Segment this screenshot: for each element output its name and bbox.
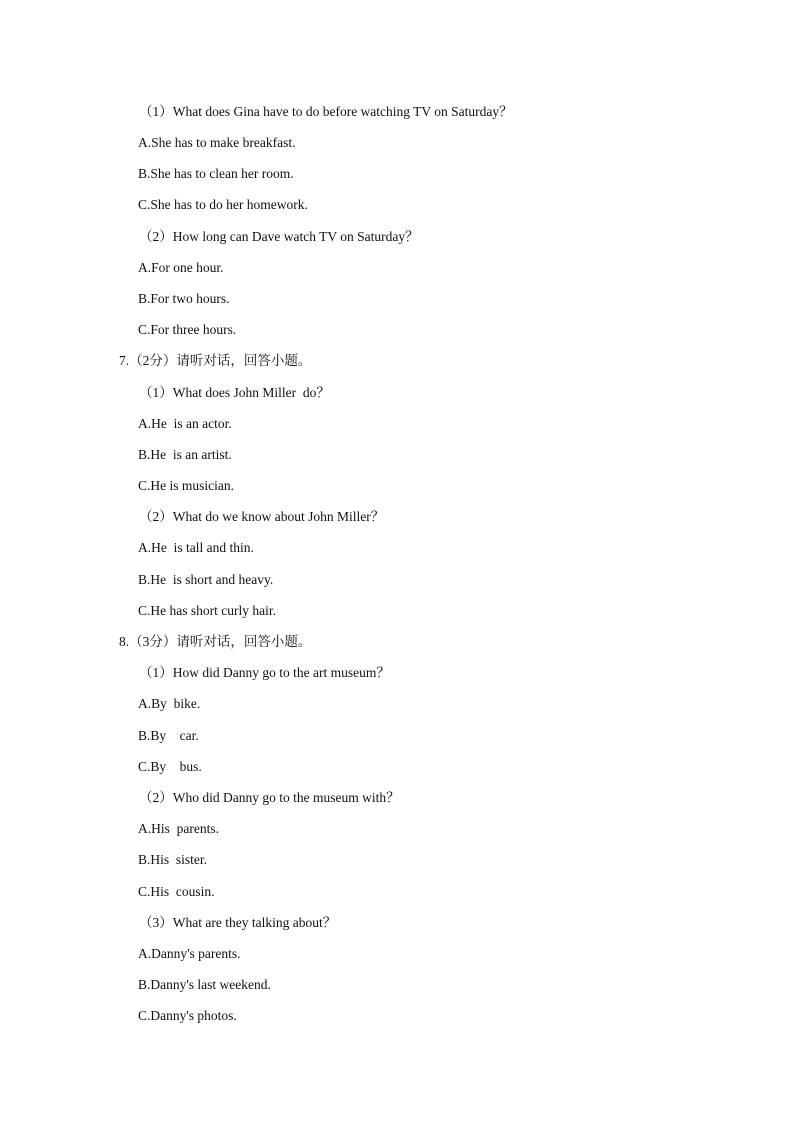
option-6-1-b: B.She has to clean her room. <box>138 166 294 181</box>
option-7-1-c: C.He is musician. <box>138 478 234 493</box>
sub-question-6-2: （2）How long can Dave watch TV on Saturday？ <box>139 229 419 244</box>
option-6-2-c: C.For three hours. <box>138 322 237 337</box>
sub-question-7-1: （1）What does John Miller do？ <box>139 385 330 400</box>
option-6-1-c: C.She has to do her homework. <box>138 197 308 212</box>
option-8-3-b: B.Danny's last weekend. <box>138 977 271 992</box>
option-8-1-b: B.By car. <box>138 728 199 743</box>
option-8-3-c: C.Danny's photos. <box>138 1008 237 1023</box>
option-6-2-b: B.For two hours. <box>138 291 230 306</box>
option-8-2-a: A.His parents. <box>138 821 219 836</box>
option-6-2-a: A.For one hour. <box>138 260 224 275</box>
option-8-2-c: C.His cousin. <box>138 884 215 899</box>
option-8-2-b: B.His sister. <box>138 852 208 867</box>
sub-question-8-1: （1）How did Danny go to the art museum？ <box>139 665 390 680</box>
sub-question-7-2: （2）What do we know about John Miller？ <box>139 509 385 524</box>
sub-question-8-2: （2）Who did Danny go to the museum with？ <box>139 790 400 805</box>
option-8-1-c: C.By bus. <box>138 759 202 774</box>
option-8-3-a: A.Danny's parents. <box>138 946 241 961</box>
option-7-1-a: A.He is an actor. <box>138 416 232 431</box>
sub-question-8-3: （3）What are they talking about？ <box>139 915 337 930</box>
option-7-2-a: A.He is tall and thin. <box>138 540 254 555</box>
option-6-1-a: A.She has to make breakfast. <box>138 135 296 150</box>
question-8-heading: 8.（3分）请听对话，回答小题。 <box>119 634 312 649</box>
option-7-2-c: C.He has short curly hair. <box>138 603 276 618</box>
option-7-1-b: B.He is an artist. <box>138 447 232 462</box>
option-7-2-b: B.He is short and heavy. <box>138 572 274 587</box>
option-8-1-a: A.By bike. <box>138 696 201 711</box>
sub-question-6-1: （1）What does Gina have to do before watching TV on Saturday？ <box>139 104 513 119</box>
question-7-heading: 7.（2分）请听对话，回答小题。 <box>119 353 312 368</box>
